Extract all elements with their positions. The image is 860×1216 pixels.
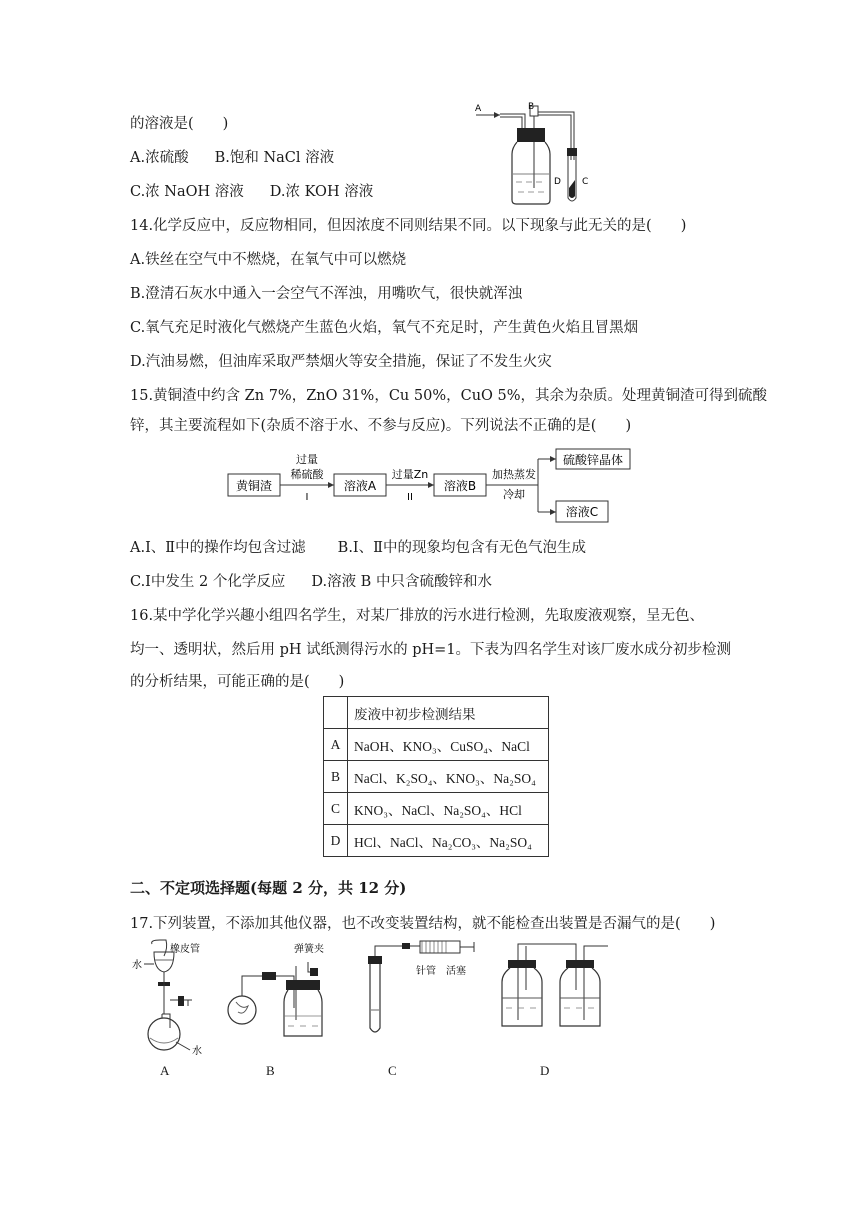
q13-label-b: B <box>528 102 535 112</box>
q14-option-a[interactable]: A.铁丝在空气中不燃烧，在氧气中可以燃烧 <box>130 252 407 268</box>
row-value: NaOH、KNO₃、CuSO₄、NaCl <box>348 729 549 761</box>
flow-step2-top: 过量Zn <box>391 468 429 481</box>
q13-options-ab <box>130 146 334 167</box>
q13-option-c[interactable]: C.浓 NaOH 溶液 <box>130 184 244 200</box>
q13-option-a[interactable]: A.浓硫酸 <box>130 150 189 166</box>
q17-stem: 17.下列装置，不添加其他仪器，也不改变装置结构，就不能检查出装置是否漏气的是( ) <box>130 916 716 932</box>
row-value: KNO₃、NaCl、Na₂SO₄、HCl <box>348 793 549 825</box>
q15-options-cd <box>130 570 492 591</box>
flow-box-solution-b-label: 溶液B <box>443 479 477 493</box>
flow-step1-mid: 稀硫酸 <box>290 468 324 481</box>
q17-caption-d: D <box>540 1063 550 1078</box>
flow-step3-top: 加热蒸发 <box>492 468 536 481</box>
q17-figure-c <box>350 940 480 1040</box>
flow-box-zinc-sulfate-crystal-label: 硫酸锌晶体 <box>562 453 624 467</box>
q14-stem: 14.化学反应中，反应物相同，但因浓度不同则结果不同。以下现象与此无关的是( ) <box>130 218 687 234</box>
q15-options-ab <box>130 536 586 557</box>
table-header-row <box>324 697 549 729</box>
q16-stem-line2: 均一、透明状，然后用 pH 试纸测得污水的 pH=1。下表为四名学生对该厂废水成分初步检测 <box>130 642 732 658</box>
q15-stem-line1: 15.黄铜渣中约含 Zn 7%，ZnO 31%，Cu 50%，CuO 5%，其余为杂质。处理黄铜渣可得到硫酸 <box>130 388 768 404</box>
q17-figure-a <box>130 938 220 1056</box>
row-value: NaCl、K₂SO₄、KNO₃、Na₂SO₄ <box>348 761 549 793</box>
flow-step3-bot: 冷却 <box>503 488 525 501</box>
flow-box-solution-a-label: 溶液A <box>343 479 377 493</box>
rubber-tube-label: 橡皮管 <box>170 944 200 955</box>
q17-caption-a: A <box>160 1063 170 1078</box>
table-row[interactable] <box>324 825 549 857</box>
piston-label: 活塞 <box>446 966 466 977</box>
q13-option-b[interactable]: B.饱和 NaCl 溶液 <box>214 150 335 166</box>
q13-label-a: A <box>475 104 482 114</box>
water-label-top: 水 <box>132 960 142 971</box>
q14-option-c[interactable]: C.氧气充足时液化气燃烧产生蓝色火焰，氧气不充足时，产生黄色火焰且冒黑烟 <box>130 320 639 336</box>
q15-flow-diagram <box>226 448 646 524</box>
table-header: 废液中初步检测结果 <box>348 697 549 729</box>
q17-figure-b <box>222 940 332 1040</box>
table-row[interactable] <box>324 761 549 793</box>
flow-box-solution-c-label: 溶液C <box>565 505 599 519</box>
water-label-bottom: 水 <box>192 1046 202 1056</box>
q13-stem-tail: 的溶液是( ) <box>130 116 229 132</box>
row-key: A <box>324 729 348 761</box>
q13-option-d[interactable]: D.浓 KOH 溶液 <box>269 184 374 200</box>
q17-caption-c: C <box>388 1063 397 1078</box>
q15-option-b[interactable]: B.Ⅰ、Ⅱ中的现象均包含有无色气泡生成 <box>337 540 587 556</box>
q13-apparatus-figure <box>470 100 620 210</box>
q14-option-d[interactable]: D.汽油易燃，但油库采取严禁烟火等安全措施，保证了不发生火灾 <box>130 354 552 370</box>
flow-step2-num: II <box>407 492 413 503</box>
syringe-label: 针管 <box>416 966 436 977</box>
q13-label-c: C <box>582 177 589 187</box>
q17-caption-b: B <box>266 1063 275 1078</box>
table-row[interactable] <box>324 729 549 761</box>
q13-label-d: D <box>554 177 561 187</box>
q15-option-d[interactable]: D.溶液 B 中只含硫酸锌和水 <box>311 574 492 590</box>
q15-stem-line2: 锌，其主要流程如下(杂质不溶于水、不参与反应)。下列说法不正确的是( ) <box>130 418 632 434</box>
row-value: HCl、NaCl、Na₂CO₃、Na₂SO₄ <box>348 825 549 857</box>
q14-option-b[interactable]: B.澄清石灰水中通入一会空气不浑浊，用嘴吹气，很快就浑浊 <box>130 286 523 302</box>
row-key: B <box>324 761 348 793</box>
table-row[interactable] <box>324 793 549 825</box>
q16-stem-line1: 16.某中学化学兴趣小组四名学生，对某厂排放的污水进行检测，先取废液观察，呈无色、 <box>130 608 705 624</box>
flow-box-brass-slag-label: 黄铜渣 <box>235 479 273 493</box>
q16-result-table <box>323 696 549 857</box>
q13-options-cd <box>130 180 373 201</box>
q15-option-a[interactable]: A.Ⅰ、Ⅱ中的操作均包含过滤 <box>130 540 306 556</box>
row-key: C <box>324 793 348 825</box>
section2-title: 二、不定项选择题(每题 2 分，共 12 分) <box>130 879 407 897</box>
flow-step1-num: I <box>305 492 309 503</box>
q16-stem-line3: 的分析结果，可能正确的是( ) <box>130 674 345 690</box>
q15-option-c[interactable]: C.Ⅰ中发生 2 个化学反应 <box>130 574 286 590</box>
spring-clip-label: 弹簧夹 <box>294 944 324 955</box>
q17-figure-d <box>496 940 616 1040</box>
flow-step1-top: 过量 <box>296 453 318 466</box>
row-key: D <box>324 825 348 857</box>
